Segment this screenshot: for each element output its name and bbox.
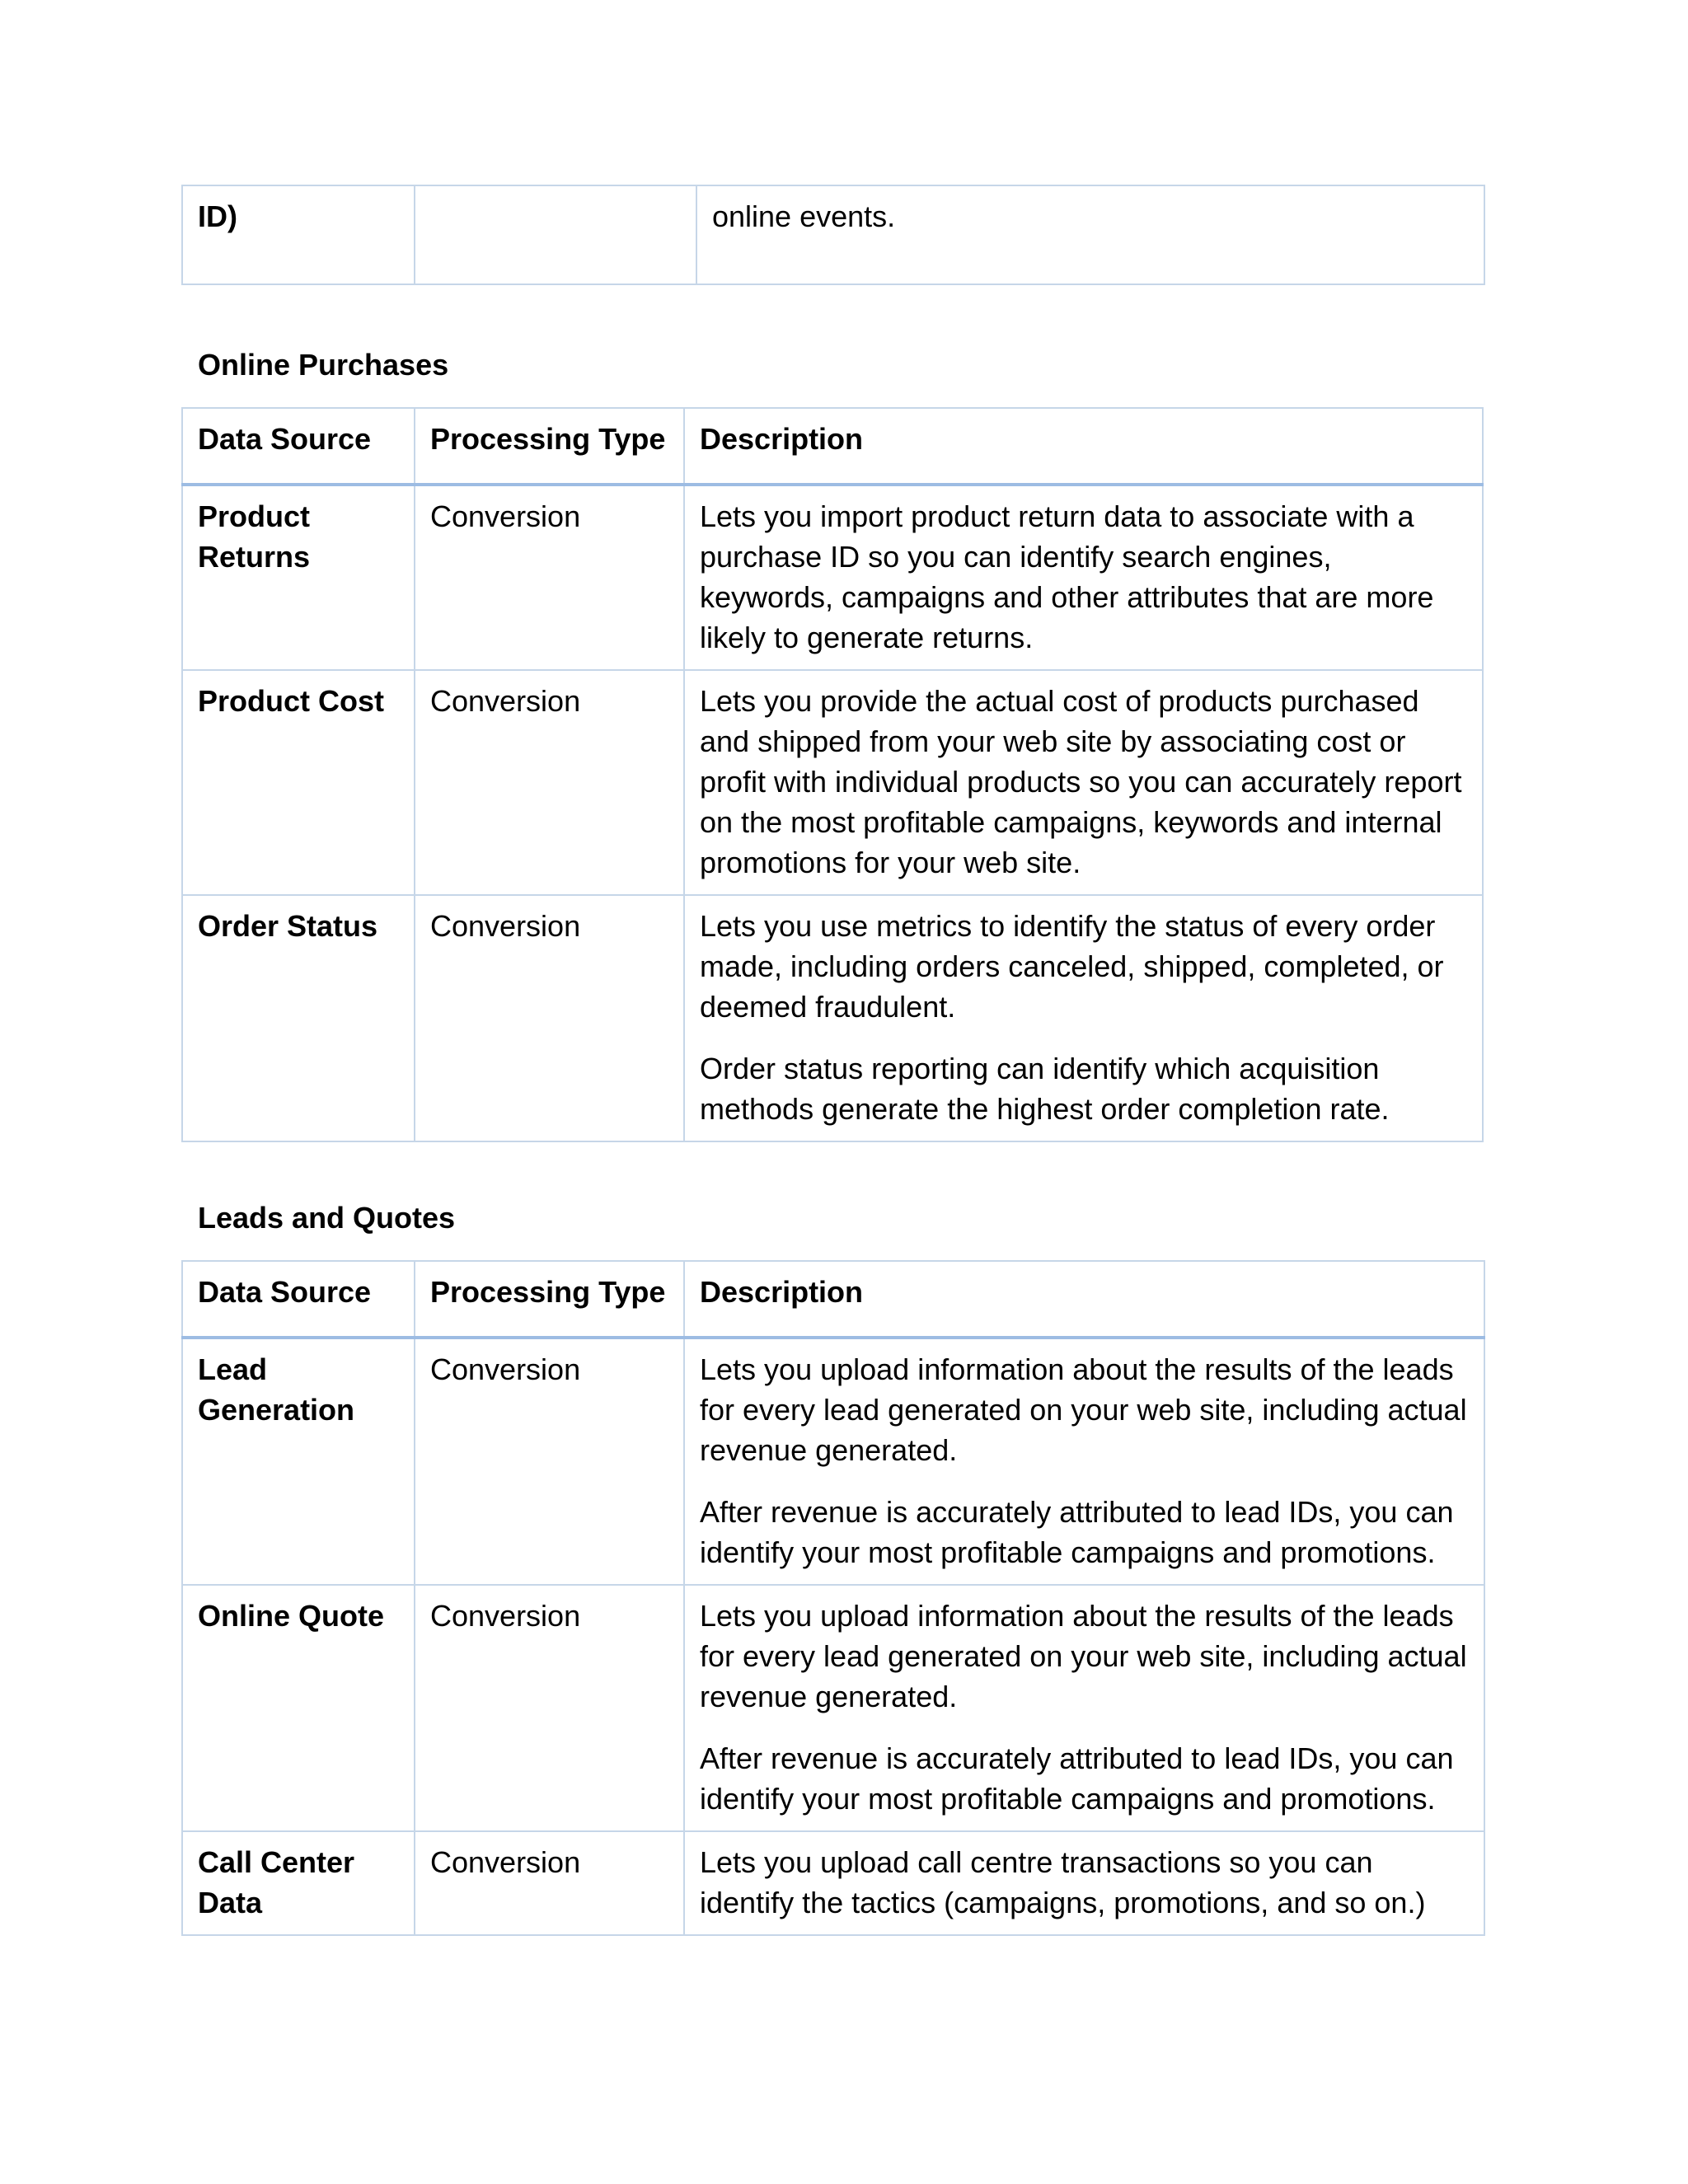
table-row [182,185,1484,284]
description-paragraph: Lets you upload information about the results of the leads for every lead generated on your web site, including actual revenue generated. [700,1352,1467,1467]
section-heading-online-purchases: Online Purchases [198,348,449,382]
processing-type-cell: Conversion [430,909,581,943]
table-row [182,1338,1484,1585]
description-paragraph: Lets you import product return data to associate with a purchase ID so you can identify search engines, keywords, campaigns and other attributes that are more likely to generate returns. [700,499,1434,654]
data-source-cell: ID) [198,199,237,233]
online-purchases-table [181,407,1484,1142]
table-row [182,670,1483,895]
column-header-processing-type: Processing Type [430,422,666,456]
description-paragraph: Lets you use metrics to identify the status of every order made, including orders canceled, shipped, completed, or deemed fraudulent. [700,909,1444,1024]
data-source-cell: Order Status [198,909,378,943]
column-header-data-source: Data Source [198,422,372,456]
table-row [182,1585,1484,1831]
processing-type-cell: Conversion [430,684,581,718]
leads-and-quotes-table [181,1260,1485,1936]
table-header-row [182,408,1483,485]
continuation-table [181,185,1485,285]
processing-type-cell: Conversion [430,499,581,533]
description-paragraph: Lets you upload call centre transactions so you can identify the tactics (campaigns, promotions, and so on.) [700,1845,1426,1919]
column-header-data-source: Data Source [198,1275,372,1309]
description-paragraph: After revenue is accurately attributed to lead IDs, you can identify your most profitable campaigns and promotions. [700,1495,1454,1569]
table-row [182,1831,1484,1935]
column-header-description: Description [700,422,864,456]
description-paragraph: Lets you upload information about the results of the leads for every lead generated on your web site, including actual revenue generated. [700,1599,1467,1713]
description-cell: online events. [712,199,896,233]
description-paragraph: Lets you provide the actual cost of products purchased and shipped from your web site by associating cost or profit with individual products so you can accurately report on the most profitable campaigns, keywords and internal promotions for your web site. [700,684,1462,879]
processing-type-cell: Conversion [430,1352,581,1386]
table-row [182,895,1483,1141]
section-heading-leads-and-quotes: Leads and Quotes [198,1201,456,1235]
column-header-description: Description [700,1275,864,1309]
table-row [182,485,1483,670]
data-source-cell: Online Quote [198,1599,385,1633]
data-source-cell: Product Cost [198,684,385,718]
description-paragraph: After revenue is accurately attributed to lead IDs, you can identify your most profitable campaigns and promotions. [700,1741,1454,1816]
processing-type-cell [415,186,696,208]
data-source-cell: Lead Generation [198,1352,355,1427]
processing-type-cell: Conversion [430,1845,581,1879]
column-header-processing-type: Processing Type [430,1275,666,1309]
processing-type-cell: Conversion [430,1599,581,1633]
data-source-cell: Call Center Data [198,1845,355,1919]
table-header-row [182,1261,1484,1338]
data-source-cell: Product Returns [198,499,311,574]
description-paragraph: Order status reporting can identify which acquisition methods generate the highest order completion rate. [700,1052,1390,1126]
